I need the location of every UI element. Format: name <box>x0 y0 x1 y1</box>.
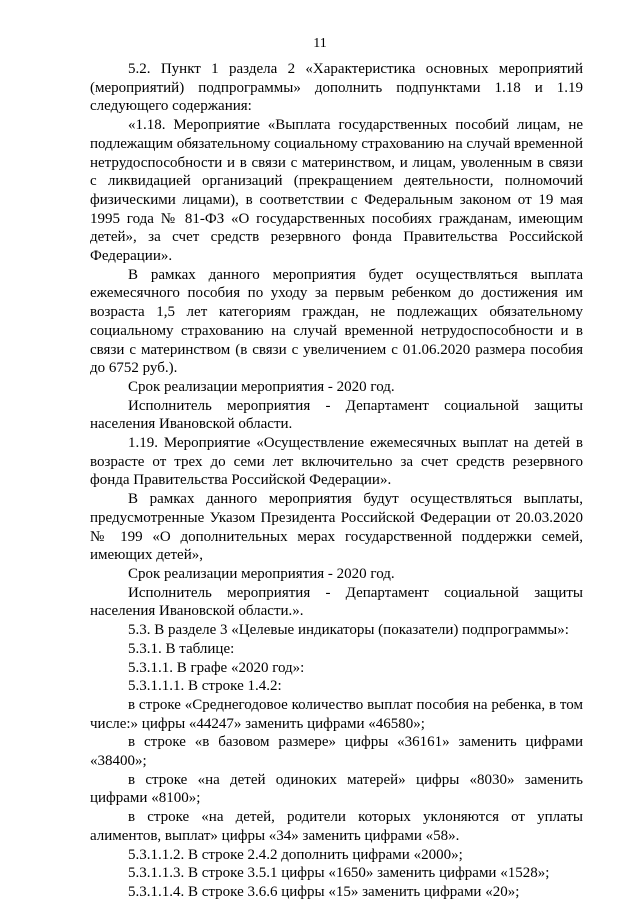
paragraph-5-3-1-1-1: 5.3.1.1.1. В строке 1.4.2: <box>128 678 282 695</box>
paragraph-1-19-title: 1.19. Мероприятие «Осуществление ежемесячных выплат на детей в возрасте от трех до семи лет включительно за счет средств резервного фонда Правительства Российской Федерации». <box>90 435 583 489</box>
paragraph-1-19-term: Срок реализации мероприятия - 2020 год. <box>128 565 395 582</box>
paragraph-1-18-description: В рамках данного мероприятия будет осуществляться выплата ежемесячного пособия по уходу за первым ребенком до достижения им возраста 1,5 лет категориям граждан, не подлежащих обязательному социальному страхованию на случай временной нетрудоспособности и в связи с материнством (в связи с увеличением с 01.06.2020 размера пособия до 6752 руб.). <box>90 266 583 377</box>
paragraph-1-18-title: «1.18. Мероприятие «Выплата государственных пособий лицам, не подлежащим обязательному социальному страхованию на случай временной нетрудоспособности и в связи с материнством, и лицам, уволенным в связи с ликвидацией организаций (прекращением деятельности, полномочий физическими лицами), в соответствии с Федеральным законом от 19 мая 1995 года № 81-ФЗ «О государственных пособиях гражданам, имеющим детей», за счет средств резервного фонда Правительства Российской Федерации». <box>90 117 583 265</box>
paragraph-1-19-description: В рамках данного мероприятия будут осуществляться выплаты, предусмотренные Указом Президента Российской Федерации от 20.03.2020 № 199 «О дополнительных мерах государственной поддержки семей, имеющих детей», <box>90 491 583 564</box>
paragraph-1-18-term: Срок реализации мероприятия - 2020 год. <box>128 378 395 395</box>
page-number: 11 <box>313 36 327 51</box>
paragraph-row-base-amount: в строке «в базовом размере» цифры «36161» заменить цифрами «38400»; <box>90 734 583 770</box>
paragraph-row-average-count: в строке «Среднегодовое количество выплат пособия на ребенка, в том числе:» цифры «44247» заменить цифрами «46580»; <box>90 696 583 732</box>
paragraph-5-3: 5.3. В разделе 3 «Целевые индикаторы (показатели) подпрограммы»: <box>128 622 569 639</box>
paragraph-5-3-1-1-4: 5.3.1.1.4. В строке 3.6.6 цифры «15» заменить цифрами «20»; <box>128 883 520 900</box>
document-body <box>90 60 583 902</box>
paragraph-5-3-1-1-3: 5.3.1.1.3. В строке 3.5.1 цифры «1650» заменить цифрами «1528»; <box>128 865 550 882</box>
paragraph-1-19-executor: Исполнитель мероприятия - Департамент социальной защиты населения Ивановской области.». <box>90 584 583 620</box>
paragraph-5-3-1-1: 5.3.1.1. В графе «2020 год»: <box>128 659 305 676</box>
paragraph-row-single-mothers: в строке «на детей одиноких матерей» цифры «8030» заменить цифрами «8100»; <box>90 771 583 807</box>
paragraph-5-3-1: 5.3.1. В таблице: <box>128 640 235 657</box>
paragraph-5-3-1-1-2: 5.3.1.1.2. В строке 2.4.2 дополнить цифрами «2000»; <box>128 846 463 863</box>
paragraph-row-alimony: в строке «на детей, родители которых уклоняются от уплаты алиментов, выплат» цифры «34» заменить цифрами «58». <box>90 809 583 844</box>
paragraph-5-2: 5.2. Пункт 1 раздела 2 «Характеристика основных мероприятий (мероприятий) подпрограммы» дополнить подпунктами 1.18 и 1.19 следующего содержания: <box>90 61 583 115</box>
paragraph-1-18-executor: Исполнитель мероприятия - Департамент социальной защиты населения Ивановской области. <box>90 397 583 433</box>
